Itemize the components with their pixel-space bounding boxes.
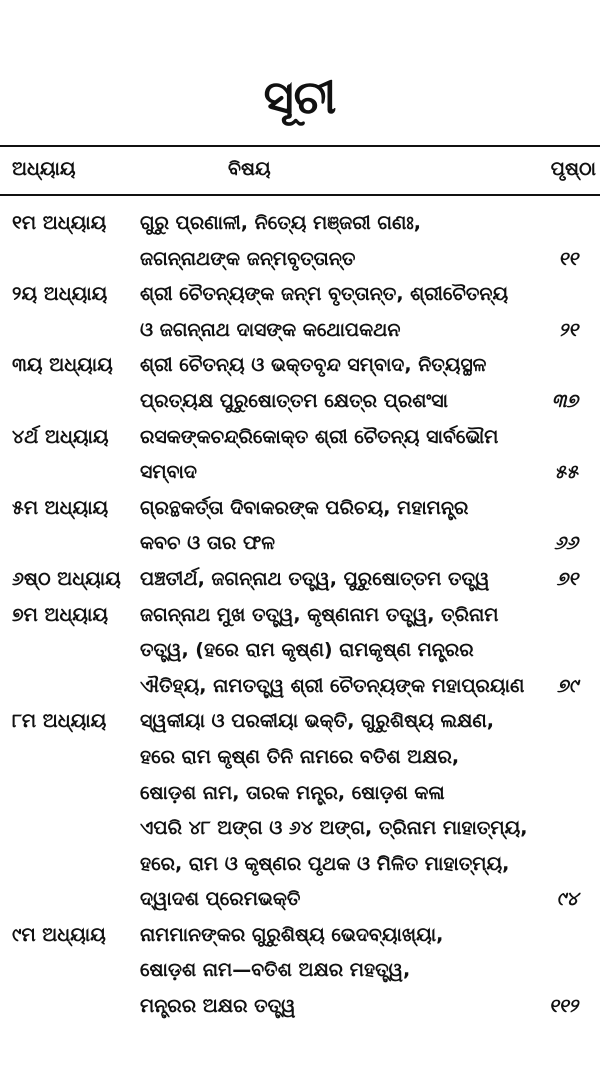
chapter-label: ୧ମ ଅଧ୍ୟାୟ xyxy=(12,212,107,234)
subject-text: ପଞ୍ଚତୀର୍ଥ, ଜଗନ୍ନାଥ ତତ୍ତ୍ୱ, ପୁରୁଷୋତ୍ତମ ତତ୍ତ୍ୱ xyxy=(140,567,490,590)
chapter-label: ୩ୟ ଅଧ୍ୟାୟ xyxy=(12,354,113,377)
page-number: ୯୪ xyxy=(556,888,578,911)
toc-line xyxy=(0,491,600,527)
subject-text: କବଚ ଓ ତାର ଫଳ xyxy=(140,532,275,555)
toc-line xyxy=(0,776,600,812)
toc-line xyxy=(0,882,600,918)
toc-line xyxy=(0,953,600,989)
subject-text: ଜଗନ୍ନାଥ ମୁଖ ତତ୍ତ୍ୱ, କୃଷ୍ଣନାମ ତତ୍ତ୍ୱ, ତ୍ରିନାମ xyxy=(140,603,499,626)
subject-text: ଏପରି ୪୮ ଅଙ୍ଗ ଓ ୬୪ ଅଙ୍ଗ, ତ୍ରିନାମ ମାହାତ୍ମ୍ୟ, xyxy=(140,817,528,840)
subject-text: ରସକଙ୍କଚନ୍ଦ୍ରିକୋକ୍ତ ଶ୍ରୀ ଚୈତନ୍ୟ ସାର୍ବଭୌମ xyxy=(140,425,499,448)
toc-entry xyxy=(0,598,600,705)
page-number: ୧୧୨ xyxy=(548,995,578,1018)
subject-text: ନାମମାନଙ୍କର ଗୁରୁଶିଷ୍ୟ ଭେଦବ୍ୟାଖ୍ୟା, xyxy=(140,923,444,946)
page-number: ୫୫ xyxy=(554,461,578,484)
toc-line xyxy=(0,811,600,847)
chapter-label: ୬ଷ୍ଠ ଅଧ୍ୟାୟ xyxy=(12,567,121,590)
page-title: ସୂଚୀ xyxy=(263,70,337,124)
chapter-label: ୨ୟ ଅଧ୍ୟାୟ xyxy=(12,283,108,306)
subject-text: ସମ୍ବାଦ xyxy=(140,461,197,484)
toc-line xyxy=(0,562,600,598)
toc-line xyxy=(0,348,600,384)
toc-line xyxy=(0,669,600,705)
toc-line xyxy=(0,277,600,313)
toc-entry xyxy=(0,277,600,348)
page-number: ୭୧ xyxy=(556,567,578,590)
toc-entry xyxy=(0,704,600,918)
top-divider xyxy=(0,145,600,147)
subject-text: ଷୋଡ଼ଶ ନାମ, ତାରକ ମନ୍ତ୍ର, ଷୋଡ଼ଶ କଳା xyxy=(140,781,445,804)
page-number: ୬୬ xyxy=(554,532,578,555)
subject-text: ଐତିହ୍ୟ, ନାମତତ୍ତ୍ୱ ଶ୍ରୀ ଚୈତନ୍ୟଙ୍କ ମହାପ୍ରୟାଣ xyxy=(140,674,525,697)
subject-text: ଜଗନ୍ନାଥଙ୍କ ଜନ୍ମବୃତ୍ତାନ୍ତ xyxy=(140,247,356,270)
toc-entry xyxy=(0,348,600,419)
subject-text: ଓ ଜଗନ୍ନାଥ ଦାସଙ୍କ କଥୋପକଥନ xyxy=(140,318,401,341)
page-number: ୨୧ xyxy=(558,318,578,341)
table-header xyxy=(0,152,600,190)
subject-text: ହରେ ରାମ କୃଷ୍ଣ ତିନି ନାମରେ ବତିଶ ଅକ୍ଷର, xyxy=(140,745,460,768)
subject-text: ମନ୍ତ୍ରର ଅକ୍ଷର ତତ୍ତ୍ୱ xyxy=(140,995,296,1018)
header-divider xyxy=(0,194,600,196)
chapter-label: ୫ମ ଅଧ୍ୟାୟ xyxy=(12,496,109,519)
toc-line xyxy=(0,598,600,634)
chapter-label: ୭ମ ଅଧ୍ୟାୟ xyxy=(12,603,108,626)
subject-text: ଗୁରୁ ପ୍ରଣାଳୀ, ନିତ୍ୟେ ମଞ୍ଜରୀ ଗଣଃ, xyxy=(140,212,421,234)
toc-line xyxy=(0,206,600,242)
subject-text: ତତ୍ତ୍ୱ, (ହରେ ରାମ କୃଷ୍ଣ) ରାମକୃଷ୍ଣ ମନ୍ତ୍ରର xyxy=(140,639,474,662)
subject-text: ଶ୍ରୀ ଚୈତନ୍ୟ ଓ ଭକ୍ତବୃନ୍ଦ ସମ୍ବାଦ, ନିତ୍ୟସ୍ଥଳ xyxy=(140,354,487,377)
toc-entry xyxy=(0,491,600,562)
toc-entry xyxy=(0,918,600,1025)
subject-text: ପ୍ରତ୍ୟକ୍ଷ ପୁରୁଷୋତ୍ତମ କ୍ଷେତ୍ର ପ୍ରଶଂସା xyxy=(140,389,448,412)
toc-line xyxy=(0,633,600,669)
chapter-label: ୮ମ ଅଧ୍ୟାୟ xyxy=(12,710,107,733)
toc-entry xyxy=(0,562,600,598)
table-of-contents xyxy=(0,206,600,1025)
toc-line xyxy=(0,989,600,1025)
toc-line xyxy=(0,384,600,420)
toc-entry xyxy=(0,206,600,277)
page-number: ୩୭ xyxy=(551,389,578,412)
header-subject: ବିଷୟ xyxy=(228,158,271,180)
page-number: ୧୧ xyxy=(558,247,578,270)
chapter-label: ୯ମ ଅଧ୍ୟାୟ xyxy=(12,923,106,946)
toc-line xyxy=(0,455,600,491)
subject-text: ଷୋଡ଼ଶ ନାମ—ବତିଶ ଅକ୍ଷର ମହତ୍ତ୍ୱ, xyxy=(140,959,411,982)
toc-line xyxy=(0,740,600,776)
toc-line xyxy=(0,313,600,349)
subject-text: ହରେ, ରାମ ଓ କୃଷ୍ଣର ପୃଥକ ଓ ମିଳିତ ମାହାତ୍ମ୍ୟ, xyxy=(140,852,510,875)
subject-text: ଗ୍ରନ୍ଥକର୍ତ୍ତା ଦିବାକରଙ୍କ ପରିଚୟ, ମହାମନ୍ତ୍ର xyxy=(140,496,469,519)
chapter-label: ୪ର୍ଥ ଅଧ୍ୟାୟ xyxy=(12,425,109,448)
subject-text: ଶ୍ରୀ ଚୈତନ୍ୟଙ୍କ ଜନ୍ମ ବୃତ୍ତାନ୍ତ, ଶ୍ରୀଚୈତନ୍ୟ xyxy=(140,283,509,306)
header-page: ପୃଷ୍ଠା xyxy=(550,158,596,180)
toc-line xyxy=(0,420,600,456)
page-number: ୭୯ xyxy=(556,674,578,697)
subject-text: ଦ୍ୱାଦଶ ପ୍ରେମଭକ୍ତି xyxy=(140,888,301,911)
subject-text: ସ୍ୱକୀୟା ଓ ପରକୀୟା ଭକ୍ତି, ଗୁରୁଶିଷ୍ୟ ଲକ୍ଷଣ, xyxy=(140,710,494,733)
toc-line xyxy=(0,526,600,562)
header-chapter: ଅଧ୍ୟାୟ xyxy=(12,158,76,180)
toc-line xyxy=(0,704,600,740)
toc-line xyxy=(0,242,600,278)
toc-line xyxy=(0,918,600,954)
toc-line xyxy=(0,847,600,883)
toc-entry xyxy=(0,420,600,491)
